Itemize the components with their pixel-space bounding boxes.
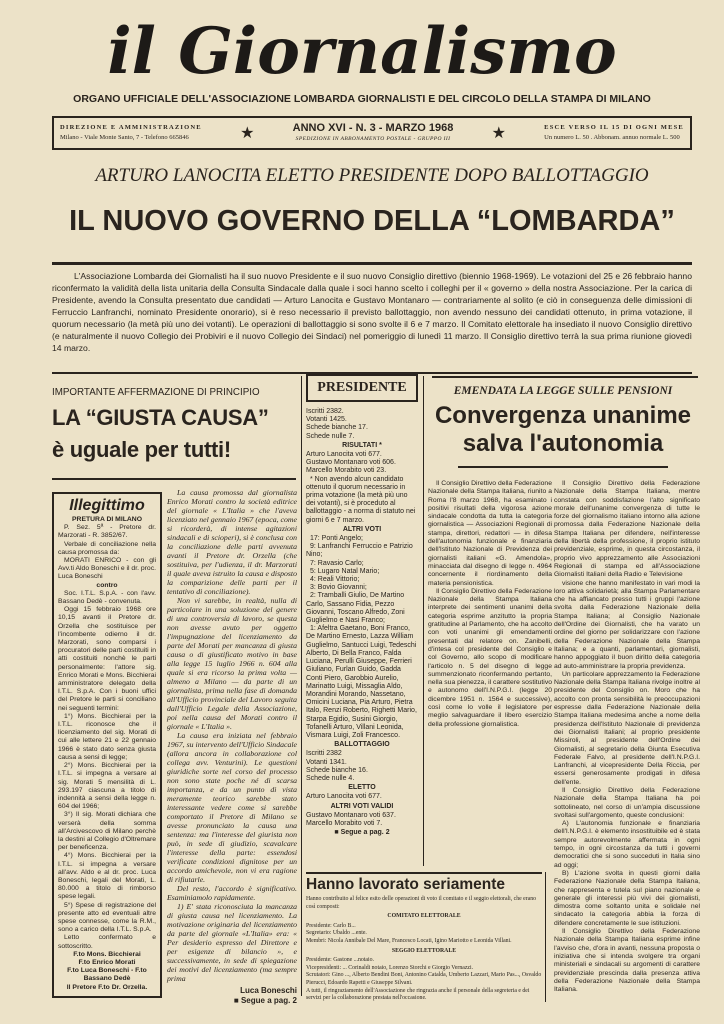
box-paragraph: contro [96,581,118,589]
stat-line: Schede bianche 16. [306,766,368,774]
giusta-headline [52,402,297,466]
article-paragraph: A) L'autonomia funzionale e finanziaria dell'I.N.P.G.I. è elemento insostituibile ed è stata sempre autorevolmente affermata in ogni tempo, in ogni circostanza da tutti i governi democratici che si sono succeduti in Italia sino ad oggi; [554,820,700,869]
presidente-title: PRESIDENTE [306,374,418,402]
info-right [544,123,684,143]
vote-line: 2: Tramballi Giulio, De Martino Carlo, Sassano Fidia, Pezzo Giovanni, Toscano Alfredo, Zoni Guglielmo e Nasi Franco; [306,592,405,625]
stat-line: Votanti 1425. [306,416,347,424]
box-paragraph: P. Sez. 5ª - Pretore dr. Marzorati - R. 3852/67. [58,524,156,540]
pensioni-headline [428,402,698,458]
article-paragraph: Il Consiglio Direttivo della Federazione Nazionale della Stampa Italiana ha poi sottolineato, nel corso di un'ampia discussione svoltasi sull'argomento, queste conclusioni: [554,786,700,819]
altri-validi-heading: ALTRI VOTI VALIDI [330,802,394,810]
box-paragraph: Letto confermato e sottoscritto. [58,934,156,950]
star-icon: ★ [491,125,506,142]
giusta-headline-1: LA “GIUSTA CAUSA” [52,405,269,430]
result-line: Arturo Lanocita voti 677. [306,451,382,459]
stat-line: Schede bianche 17. [306,424,368,432]
star-icon: ★ [240,125,255,142]
continue-text[interactable]: Segue a pag. 2 [240,996,297,1005]
article-paragraph: Non vi sarebbe, in realtà, nulla di particolare in una soluzione del genere di una controversia di lavoro, se questa non avesse avuto per oggetto l'impugnazione del licenziamento da parte del Morati per mancanza di giusta causa o di giustificato motivo in base alla legge 15 luglio 1966 n. 604 alla quale si era ricorso la prima volta — almeno a Milano — da parte di un giornalista, prima nella fase di domanda all'Ufficio provinciale del Lavoro seguita dall'Ufficio Legale della Associazione, poi nella causa del Morati contro il giornale « L'Italia ». [167,596,297,731]
divider [432,376,698,378]
member-line: A tutti, il ringraziamento dell'Associazione che ringrazia anche il personale della segreteria e dei servizi per la collaborazione prestata nell'occasione. [306,987,530,1002]
box-paragraph: 3°) Il sig. Morati dichiara che verserà della somma all'Arcivescovo di Milano perchè la destini al Collegio d'Oltremare per beneficenza. [58,811,156,852]
hanno-body [306,896,542,1003]
info-left [60,123,202,143]
postal-note: SPEDIZIONE IN ABBONAMENTO POSTALE - GRUPPO III [295,136,451,142]
article-paragraph: Il Consiglio Direttivo della Federazione Nazionale della Stampa Italiana, mentre constata con soddisfazione l'alto significato morale dell'unanime convergenza di tutte le forze del giornalismo italiano intorno alla azione promossa dalla Federazione Nazionale della Stampa Italiana per difendere, nell'interesse della libertà della professione, il proprio istituto previdenziale, esprime, in questa circostanza, il proprio vivo apprezzamento alle Associazioni Regionali di stampa ed all'Associazione Giornalisti Italiani della Radio e Televisione [554,480,700,579]
comitato-heading: COMITATO ELETTORALE [387,913,461,920]
vote-line: 9: Lanfranchi Ferruccio e Patrizio Nino; [306,543,413,559]
box-paragraph: MORATI ENRICO - con gli Avv.ti Aldo Boneschi e il dr. proc. Luca Boneschi [58,557,156,581]
article-paragraph: B) L'azione svolta in questi giorni dalla Federazione Nazionale della Stampa Italiana, che rappresenta e tutela sul piano nazionale e generale gli interessi più vivi dei giornalisti, dimostra come soltanto unita e solidale nel sindacato la categoria abbia la forza di difendere concretamente le sue istituzioni. [554,869,700,927]
divider [52,478,296,480]
info-right-title: ESCE VERSO IL 15 DI OGNI MESE [544,124,684,131]
results-heading: RISULTATI * [342,441,382,449]
box-court: PRETURA DI MILANO [72,516,142,523]
giusta-article [167,488,297,983]
result-line: Marcello Morabito voti 7. [306,819,383,827]
divider [458,466,668,468]
continue-link[interactable]: ■ Segue a pag. 2 [233,996,297,1005]
stat-line: Votanti 1341. [306,758,347,766]
pensioni-headline-1: Convergenza unanime [434,402,692,429]
pensioni-col-2 [554,480,700,994]
box-paragraph: 4°) Mons. Bicchierai per la I.T.L. si impegna a versare all'avv. Aldo e al dr. proc. Luca Boneschi, legali del Morati, L. 80.000 a titolo di rimborso spese legali. [58,852,156,901]
box-paragraph: F.to Luca Boneschi - F.to Bassano Dedè [67,967,147,983]
ballottaggio-heading: BALLOTTAGGIO [334,741,390,749]
member-line: Segretario: Ubaldo ...ente. [306,930,367,937]
article-paragraph: visione che hanno manifestato in vari modi la loro attiva solidarietà; alla Stampa Parlamentare che ha affiancato presso tutti i gruppi l'azione svolta dalla Federazione Nazionale della Stampa Italiana; al Consiglio Nazionale dell'Ordine dei Giornalisti, che ha varato un ordine del giorno per solidarizzare con l'azione della Federazione Nazionale della Stampa Italiana; e a quanti, parlamentari, giornalisti, hanno appoggiato il buon diritto della categoria ad auto-amministrare la propria previdenza. [554,579,700,670]
vote-line: 3: Bovio Giovanni; [310,584,367,592]
giusta-headline-2: è uguale per tutti! [52,437,231,462]
box-paragraph: Il Pretore F.to Dr. Orzella. [66,983,148,991]
masthead-organ: ORGANO UFFICIALE DELL'ASSOCIAZIONE LOMBARDA GIORNALISTI E DEL CIRCOLO DELLA STAMPA DI MILANO [73,93,651,105]
altri-heading: ALTRI VOTI [342,525,382,533]
article-paragraph: Il Consiglio Direttivo della Federazione Nazionale della Stampa Italiana interprete dei sentimenti unanimi della categoria esprime anzitutto la propria gratitudine al Parlamento, che ha accolto con voti unanimi gli emendamenti presentati dal relatore on. Zanibelli, d'intesa col presidente del Consiglio e col Governo, allo scopo di modificare l'articolo n. 5 del disegno di legge summenzionato riconfermando pertanto, nella sua pienezza, il carattere sostitutivo e autonomo dell'I.N.P.G.I. (legge 20 dicembre 1951 n. 1564 e successive), così come lo volle il legislatore per meglio salvaguardare il libero esercizio della professione giornalistica. [428,587,552,728]
pensioni-headline-2: salva l'autonomia [462,430,664,457]
article-paragraph: La causa promossa dal giornalista Enrico Morati contro la società editrice del giornale « L'Italia » che l'aveva licenziato nel gennaio 1967 (epoca, come si ricorderà, di intense agitazioni sindacali e di scioperi), si è conclusa con la conciliazione delle parti avvenuta avanti il Pretore dr. Orzella (che sostituiva, per l'udienza, il dr. Marzorati il quale aveva istruito la causa e disposto la comparizione delle parti per il tentativo di conciliazione). [167,488,297,596]
box-paragraph: 1°) Mons. Bicchierai per la I.T.L. riconosce che il licenziamento del sig. Morati di cui alle lettere 21 e 22 gennaio 1966 è stato dato senza giusta causa a sensi di legge; [58,712,156,761]
article-paragraph: La causa era iniziata nel febbraio 1967, su intervento dell'Ufficio Sindacale (allora ancora in collaborazione col collega avv. Venturini). Le questioni giuridiche sorte nel corso del processo non sono state poche né di scarsa importanza, e da un punto di vista meramente teorico sarebbe stato interessante vedere come si sarebbe comportato il Pretore di Milano se avesse pronunciato la causa una sentenza: ma l'interesse del giurista non può, in sede di giudizio, scavalcare l'interesse della parte: essendosi verificate condizioni dignitose per un accordo amichevole, non vi era ragione di rifiutarle. [167,731,297,884]
member-line: Presidente: Gastone ...notaio. [306,957,374,964]
member-line: Presidente: Carlo B... [306,922,356,929]
column-divider [545,872,546,1002]
box-paragraph: Verbale di conciliazione nella causa promossa da: [58,540,156,556]
giusta-kicker: IMPORTANTE AFFERMAZIONE DI PRINCIPIO [52,387,260,398]
article-paragraph: 1) E' stata riconosciuta la mancanza di giusta causa nel licenziamento. La motivazione originaria del licenziamento da parte del giornale «L'Italia» era: « Per desiderio espresso del Direttore e per esigenze di bilancio », e successivamente, in sede di spiegazione dei motivi del licenziamento (ma sempre prima [167,902,297,983]
hanno-title: Hanno lavorato seriamente [306,876,505,893]
member-line: Scrutatori: Gino ..., Alberto Bendini Boni, Antonino Catalda, Umberto Lazzari, Mario Pas..., Osvaldo Pierucci, Edoardo Rapetti e Giuseppe Silvani. [306,972,542,986]
info-bar [52,116,692,150]
masthead-title: il Giornalismo [107,14,617,89]
box-paragraph: F.to Enrico Morati [78,958,136,966]
vote-line: 17: Ponti Angelo; [310,535,363,543]
footnote: * Non avendo alcun candidato ottenuto il quorum necessario in prima votazione (la metà più uno dei votanti), si è proceduto al ballottaggio - a norma di statuto nei giorni 6 e 7 marzo. [306,475,416,524]
divider [52,262,692,265]
stat-line: Schede nulle 4. [306,774,355,782]
box-paragraph: F.to Mons. Bicchierai [73,950,141,958]
result-line: Gustavo Montanaro voti 606. [306,459,396,467]
box-paragraph: Soc. I.T.L. S.p.A. - con l'avv. Bassano Dedè - convenuta. [58,589,156,606]
author: Luca Boneschi [240,986,297,995]
signature [167,986,297,1006]
presidente-column [306,408,418,838]
eletto-heading: ELETTO [348,784,376,792]
stat-line: Iscritti 2382. [306,408,344,415]
info-left-title: DIREZIONE E AMMINISTRAZIONE [60,124,202,131]
info-address: Milano - Viale Monte Santo, 7 - Telefono 665846 [60,134,189,141]
stat-line: Iscritti 2382 [306,750,342,758]
giusta-column [167,488,297,1006]
result-line: Marcello Morabito voti 23. [306,467,387,475]
lead-headline: IL NUOVO GOVERNO DELLA “LOMBARDA” [69,205,675,237]
continue-link[interactable]: ■ Segue a pag. 2 [334,829,390,837]
vote-line: 1: Afeltra Gaetano, Boni Franco, De Martino Ernesto, Lazza William Guglielmo, Santucci Luigi, Tedeschi Alberto, Di Bella Franco, Falda Luciana, Perulli Giuseppe, Ferrieri Giuliano, Furlan Guido, Gadda Conti Piero, Garobbio Aurelio, Marinatto Luigi, Missaglia Aldo, Morandini Morando, Nassetano, Omicini Luciana, Pia Arturo, Pietra Italo, Renzi Roberto, Righetti Mario, Starpa Egidio, Susini Giorgio, Tofanelli Arturo, Villani Leonida, Vismara Luigi, Zoli Francesco. [306,625,417,739]
illegittimo-box [52,492,162,998]
article-paragraph: Un particolare apprezzamento la Federazione Nazionale della Stampa Italiana rivolge inoltre al presidente del Consiglio on. Moro che ha accolto con pronta sensibilità le preoccupazioni espresse dalla Federazione Nazionale della Stampa Italiana medesima anche a nome della presidenza dell'Istituto Nazionale di previdenza dei Giornalisti Italiani; al proprio presidente Missiroli, al presidente dell'Ordine dei Giornalisti, al segretario della Giunta Esecutiva Federale Falvo, al presidente dell'I.N.P.G.I. Lanfranchi, al vicepresidente Della Riccia, per essersi generosamente prodigati in difesa dell'ente. [554,670,700,786]
box-paragraph: 5°) Spese di registrazione del presente atto ed eventuali altre spese connesse, come la R.M., sono a carico della I.T.L. S.p.A. [58,901,156,934]
member-line: Vicepresidenti: ... Corinaldi notaio, Lorenzo Storchi e Giorgio Vernazzi. [306,964,474,971]
stat-line: Schede nulle 7. [306,432,355,440]
hanno-box [306,872,542,1003]
article-paragraph: Il Consiglio Direttivo della Federazione Nazionale della Stampa Italiana esprime infine l'avviso che, d'ora in avanti, nessuna proposta o iniziativa che si intenda svolgere tra organi ministeriali e sindacali su argomenti di carattere previdenziale prescinda dalla presenza attiva della Federazione Nazionale della Stampa Italiana. [554,928,700,994]
pensioni-kicker: EMENDATA LA LEGGE SULLE PENSIONI [453,385,673,397]
issue-number: ANNO XVI - N. 3 - MARZO 1968 [292,122,454,134]
member-line: Membri: Nicola Annibale Del Mare, Francesco Locati, Igino Mariotto e Leonida Villani. [306,937,512,944]
box-body [58,524,156,992]
vote-line: 5: Lugaro Natal Mario; [310,567,380,575]
column-divider [301,376,302,996]
vote-line: 4: Reali Vittorio; [310,576,360,584]
article-paragraph: Del resto, l'accordo è significativo. Esaminiamolo rapidamente. [167,884,297,902]
info-price: Un numero L. 50 . Abbonam. annuo normale L. 500 [544,134,680,141]
box-paragraph: 2°) Mons. Bicchierai per la I.T.L. si impegna a versare al sig. Morati 5 mensilità di L. 293.197 ciascuna a titolo di indennità a sensi della legge n. 604 del 1966; [58,762,156,811]
pensioni-col-1 [428,480,552,729]
result-line: Gustavo Montanaro voti 637. [306,811,396,819]
box-paragraph: Oggi 15 febbraio 1968 ore 10,15 avanti il Pretore dr. Orzella che sostituisce per l'incombente odierno il dr. Marzorati, sono comparsi i procuratori delle parti costituiti in atti costituiti nonchè le parti personalmente: l'attore sig. Enrico Morati e Mons. Bicchierai amministratore delegato della I.T.L. S.p.A. Con i buoni uffici del Pretore le parti si conciliano nei seguenti termini: [58,606,156,712]
box-title: Illegittimo [69,497,145,514]
vote-line: 7: Ravasio Carlo; [310,559,364,567]
article-paragraph: Il Consiglio Direttivo della Federazione Nazionale della Stampa Italiana, riunito a Roma l'8 marzo 1968, ha esaminato i positivi risultati della vigorosa azione sindacale condotta da tutta la categoria giornalistica — Associazioni Regionali di stampa, direttori, redattori — in difesa dell'autonomia funzionale e finanziaria dell'Istituto Nazionale di Previdenza dei giornalisti italiani «G. Amendola», minacciata dal disegno di legge n. 4964 concernente il riordinamento della materia pensionistica. [428,480,552,587]
lead-intro: L'Associazione Lombarda dei Giornalisti ha il suo nuovo Presidente e il suo nuovo Consiglio direttivo (biennio 1968-1969). Le votazioni del 25 e 26 febbraio hanno riconfermato la validità della lista unitaria della Consulta Sindacale dalla quale i soci hanno scelto i colleghi per il « governo » della nostra Associazione. Per la carica di Presidente, avendo la Consulta presentato due candidati — Arturo Lanocita e Gustavo Montanaro — contrariamente al solito (e ciò in conseguenza delle dimissioni di Ferruccio Lanfranchi, nominato Presidente onorario), si è reso necessario il previsto ballottaggio, non avendo nessuno dei candidati ottenuto, in prima votazione, il quorum necessario (la metà più uno dei votanti). Le operazioni di ballottaggio si sono svolte il 6 e 7 marzo. Il Comitato elettorale ha insediato il nuovo Consiglio direttivo (e naturalmente il nuovo Collegio dei Probiviri e il nuovo Collegio dei Sindaci) nel pomeriggio di lunedì 11 marzo. Il Consiglio direttivo terrà la sua prima riunione giovedì 14 marzo. [52,271,692,353]
column-divider [423,376,424,866]
eletto-line: Arturo Lanocita voti 677. [306,793,382,801]
seggio-heading: SEGGIO ELETTORALE [391,947,457,954]
info-middle [293,122,454,144]
hanno-intro: Hanno contribuito al felice esito delle operazioni di voto il comitato e il seggio elettorali, che erano così composti: [306,896,537,910]
lead-kicker: ARTURO LANOCITA ELETTO PRESIDENTE DOPO BALLOTTAGGIO [95,165,649,186]
